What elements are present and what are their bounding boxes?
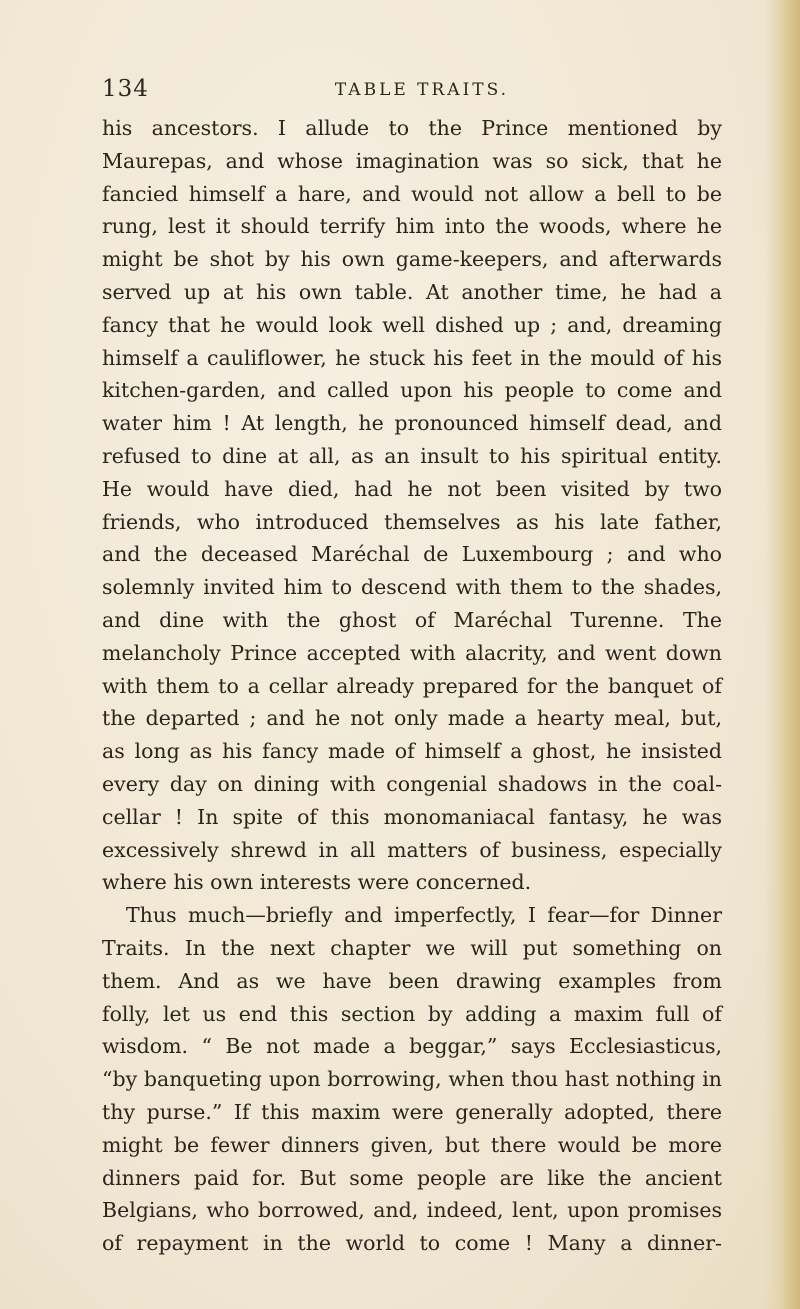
text-line: himself a cauliflower, he stuck his feet in the mould of his bbox=[102, 345, 722, 370]
text-line: and dine with the ghost of Maréchal Turenne. The bbox=[102, 607, 722, 632]
text-line: folly, let us end this section by adding a maxim full of bbox=[102, 1001, 722, 1026]
text-line: and the deceased Maréchal de Luxembourg ; and who bbox=[102, 542, 722, 567]
text-line: as long as his fancy made of himself a ghost, he insisted bbox=[102, 739, 722, 764]
text-line: dinners paid for. But some people are like the ancient bbox=[102, 1165, 722, 1190]
text-line: with them to a cellar already prepared for the banquet of bbox=[102, 673, 722, 698]
text-line: every day on dining with congenial shadows in the coal- bbox=[102, 771, 722, 796]
text-line: Thus much—briefly and imperfectly, I fear—for Dinner bbox=[126, 903, 722, 928]
text-line: where his own interests were concerned. bbox=[102, 870, 532, 895]
text-line: water him ! At length, he pronounced himself dead, and bbox=[102, 411, 722, 436]
text-line: “by banqueting upon borrowing, when thou hast nothing in bbox=[102, 1067, 722, 1092]
text-line: of repayment in the world to come ! Many a dinner- bbox=[102, 1231, 722, 1256]
text-line: the departed ; and he not only made a hearty meal, but, bbox=[102, 706, 722, 731]
text-line: served up at his own table. At another time, he had a bbox=[102, 279, 722, 304]
text-line: Maurepas, and whose imagination was so sick, that he bbox=[102, 148, 722, 173]
text-line: Traits. In the next chapter we will put something on bbox=[102, 935, 722, 960]
text-line: Belgians, who borrowed, and, indeed, lent, upon promises bbox=[102, 1198, 722, 1223]
text-line: excessively shrewd in all matters of business, especially bbox=[102, 837, 722, 862]
page-number: 134 bbox=[102, 76, 149, 102]
text-line: fancy that he would look well dished up ; and, dreaming bbox=[102, 312, 722, 337]
text-line: thy purse.” If this maxim were generally adopted, there bbox=[102, 1099, 722, 1124]
text-line: fancied himself a hare, and would not allow a bell to be bbox=[102, 181, 722, 206]
running-head: TABLE TRAITS. bbox=[334, 80, 510, 100]
text-line: friends, who introduced themselves as his late father, bbox=[102, 509, 722, 534]
text-line: cellar ! In spite of this monomaniacal fantasy, he was bbox=[102, 804, 722, 829]
text-line: kitchen-garden, and called upon his people to come and bbox=[102, 378, 722, 403]
text-line: solemnly invited him to descend with them to the shades, bbox=[102, 575, 722, 600]
text-line: might be shot by his own game-keepers, and afterwards bbox=[102, 247, 722, 272]
text-line: wisdom. “ Be not made a beggar,” says Ecclesiasticus, bbox=[102, 1034, 722, 1059]
text-line: melancholy Prince accepted with alacrity, and went down bbox=[102, 640, 722, 665]
text-line: refused to dine at all, as an insult to his spiritual entity. bbox=[102, 443, 722, 468]
text-line: his ancestors. I allude to the Prince mentioned by bbox=[102, 116, 722, 140]
page-header bbox=[102, 76, 742, 106]
text-line: He would have died, had he not been visited by two bbox=[102, 476, 722, 501]
text-line: rung, lest it should terrify him into the woods, where he bbox=[102, 214, 722, 239]
page-edge-shadow bbox=[764, 0, 800, 1309]
text-line: might be fewer dinners given, but there would be more bbox=[102, 1132, 722, 1157]
text-line: them. And as we have been drawing examples from bbox=[102, 968, 722, 993]
body-text bbox=[102, 112, 722, 1260]
